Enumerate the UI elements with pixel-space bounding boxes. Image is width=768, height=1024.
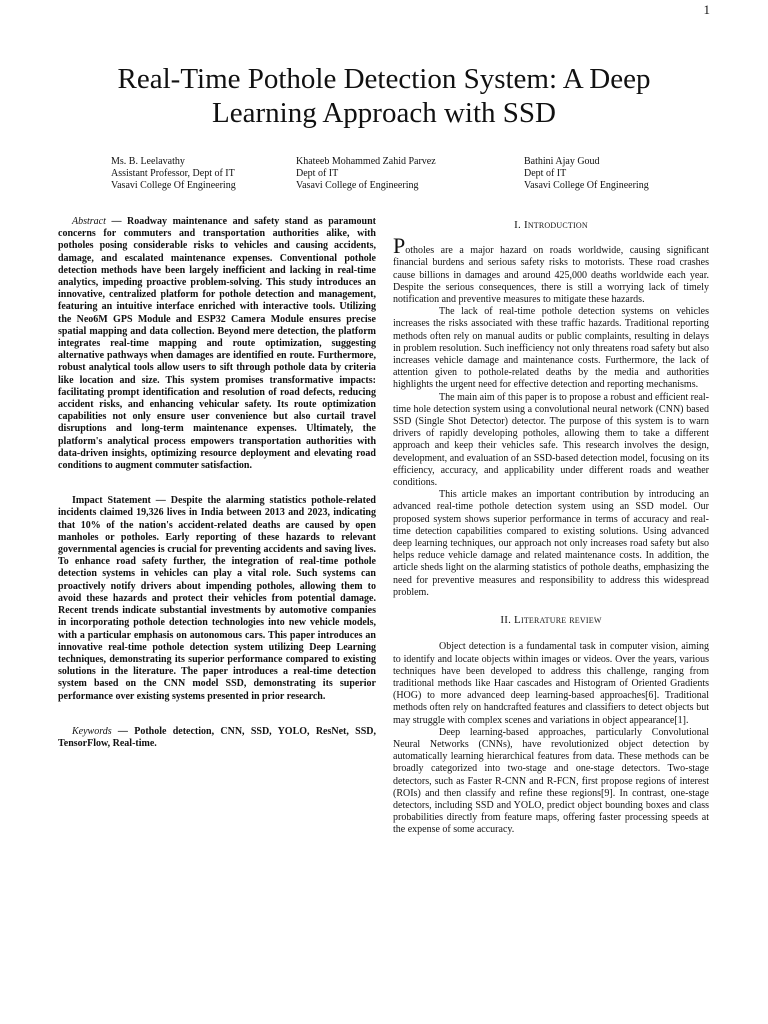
author-2 (296, 156, 436, 193)
section-heading-literature-review (393, 614, 709, 626)
author-affiliation: Vasavi College Of Engineering (524, 180, 649, 192)
author-affiliation: Vasavi College of Engineering (296, 180, 419, 192)
paragraph: The main aim of this paper is to propose a robust and efficient real-time hole detection system using a convolutional neural network (CNN) based SSD (Single Shot Detector) detector. The purpose of this system is to warn drivers of rapidly developing potholes, allowing them to take a different approach and keep their vehicles safe. This research involves the design, development, and evaluation of an SSD-based detection model, focusing on its efficiency, accuracy, and applicability under different roads and weather conditions. (393, 391, 709, 489)
keywords (58, 726, 376, 750)
section-title-rest: iterature review (520, 614, 602, 627)
page-number: 1 (703, 2, 710, 17)
paragraph: Object detection is a fundamental task in computer vision, aiming to identify and locate objects within images or videos. Over the years, various techniques have been developed to address this challenge, ranging from traditional methods like Haar cascades and Histogram of Oriented Gradients (HOG) to more advanced deep learning-based approaches[6]. Traditional methods often rely on handcrafted features and classifiers to detect objects but may struggle with complex scenes and variations in object appearance[1]. (393, 641, 709, 726)
abstract-label: Abstract (72, 216, 106, 227)
paragraph: Deep learning-based approaches, particularly Convolutional Neural Networks (CNNs), have revolutionized object detection by automatically learning hierarchical features from data. These methods can be broadly categorized into two-stage and one-stage detectors. Two-stage detectors, such as Faster R-CNN and R-FCN, first propose regions of interest (ROIs) and then classify and refine these regions[9]. In contrast, one-stage detectors, including SSD and YOLO, predict object bounding boxes and class probabilities directly from feature maps, offering faster processing speeds at the expense of some accuracy. (393, 726, 709, 836)
paragraph-text: otholes are a major hazard on roads worldwide, causing significant financial burdens and serious safety risks to motorists. These road crashes cause billions in damages and around 425,000 deaths worldwide each year. Despite the serious consequences, there is still a worrying lack of timely notification and preventive measures to mitigate these hazards. (393, 245, 709, 306)
author-1 (111, 156, 236, 193)
author-name: Ms. B. Leelavathy (111, 156, 185, 167)
section-heading-introduction (393, 219, 709, 231)
author-affiliation: Vasavi College Of Engineering (111, 180, 236, 192)
author-role: Dept of IT (296, 168, 339, 180)
section-number: I. (514, 219, 521, 231)
right-column (393, 219, 709, 837)
section-number: II. (500, 614, 512, 627)
author-3 (524, 156, 649, 193)
author-role: Dept of IT (524, 168, 567, 180)
keywords-text: — Pothole detection, CNN, SSD, YOLO, ResNet, SSD, TensorFlow, Real-time. (58, 725, 376, 749)
abstract-text: — Roadway maintenance and safety stand as paramount concerns for commuters and transportation authorities alike, with potholes posing considerable risks to vehicles and causing accidents, damage, and escalated maintenance expenses. Conventional pothole detection methods have been largely inefficient and lacking in real-time analytics, impeding proactive problem-solving. This study introduces an innovative, centralized platform for pothole detection and management, featuring an intuitive interface enriched with interactive tools. Utilizing the Neo6M GPS Module and ESP32 Camera Module ensures precise spatial mapping and data collection. Beyond mere detection, the platform integrates real-time mapping and route optimization, suggesting alternative pathways when damages are identified en route. Furthermore, robust analytical tools allow users to sift through pothole data by criteria like location and size. This system promises transformative impacts: facilitating prompt identification and resolution of road defects, reducing accident risks, and enhancing vehicular safety. Its route optimization capabilities not only ensure user convenience but also curtail travel disruptions and long-term maintenance expenses. Ultimately, the platform's analytical process empowers transportation authorities with data-driven insights, optimizing resource deployment and elevating road conditions to augment commuter satisfaction. (58, 216, 376, 472)
keywords-label: Keywords (72, 725, 112, 737)
left-column (58, 216, 376, 750)
paper-title: Real-Time Pothole Detection System: A Deep Learning Approach with SSD (117, 63, 651, 129)
paragraph (393, 233, 709, 306)
author-name: Khateeb Mohammed Zahid Parvez (296, 156, 436, 167)
author-role: Assistant Professor, Dept of IT (111, 168, 235, 180)
impact-statement: Impact Statement — Despite the alarming statistics pothole-related incidents claimed 19,326 lives in India between 2013 and 2023, indicating that 10% of the nation's accident-related deaths are caused by open manholes or potholes. Early reporting of these hazards to relevant governmental agencies is crucial for preventing accidents and saving lives. To enhance road safety further, the integration of real-time pothole detection systems in vehicles can play a vital role. Such systems can proactively notify drivers about impending potholes, allowing them to avoid these hazards and protect their vehicles from potential damage. Recent trends indicate substantial investments by automotive companies in incorporating pothole detection technologies into new vehicle models, with a particular emphasis on autonomous cars. This paper introduces an innovative real-time pothole detection system utilizing Deep Learning techniques, demonstrating its superior performance compared to existing solutions in the literature. The paper introduces a real-time detection system based on the CNN model SSD, demonstrating its superior performance over existing systems presented in prior research. (58, 495, 376, 702)
paragraph: This article makes an important contribution by introducing an advanced real-time pothole detection system using an SSD model. Our proposed system shows superior performance in terms of accuracy and real-time detection capabilities compared to existing solutions. Using advanced deep learning techniques, our approach not only increases road safety but also helps reduce vehicle damage and related maintenance costs. In addition, the article sheds light on the alarming statistics of pothole deaths, emphasizing the need for preventive measures and responsibility to address this widespread problem. (393, 489, 709, 598)
author-name: Bathini Ajay Goud (524, 156, 600, 167)
section-title-initial: I (523, 219, 528, 231)
drop-cap: P (393, 233, 406, 259)
paragraph: The lack of real-time pothole detection systems on vehicles increases the risks associated with these traffic hazards. Traditional reporting methods often rely on manual audits or public complaints, resulting in delays in problem resolution. Such inefficiency not only threatens road safety but also increases vehicle damage and maintenance costs. Furthermore, the lack of attention given to pothole-related deaths by the media and authorities highlights the urgent need for effective detection and reporting mechanisms. (393, 306, 709, 391)
abstract (58, 216, 376, 472)
section-title-rest: ntroduction (527, 219, 588, 231)
section-title-initial: L (514, 614, 521, 627)
